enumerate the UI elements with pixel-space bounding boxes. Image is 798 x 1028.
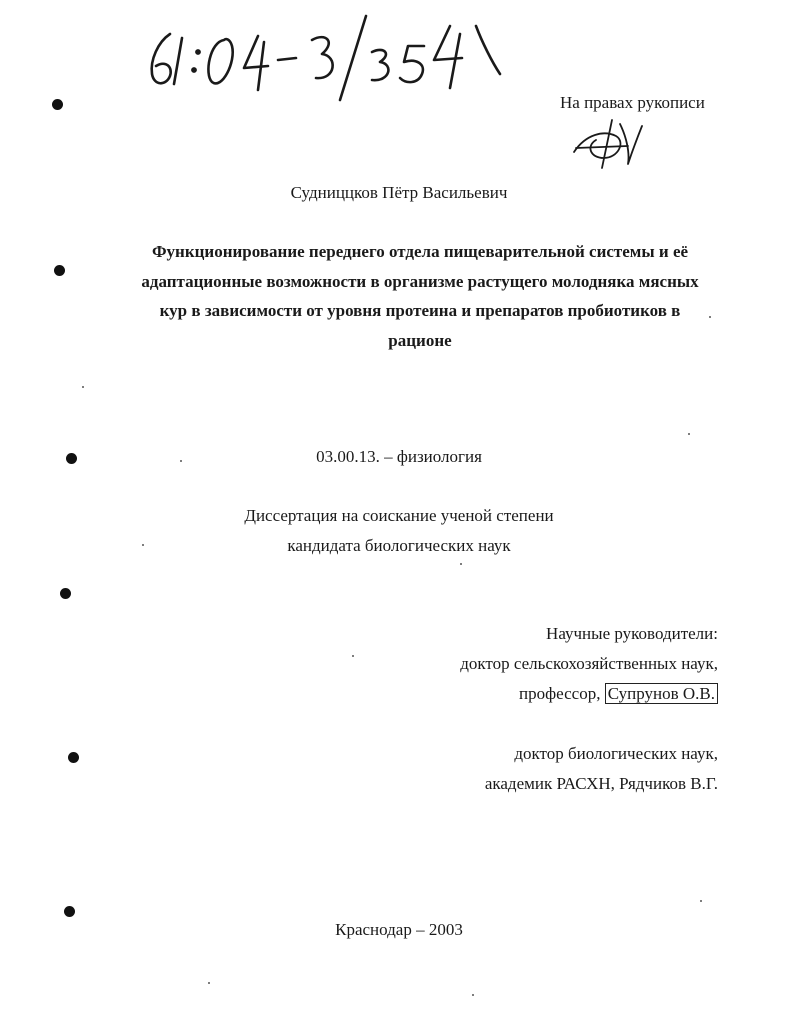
- scan-speck: [352, 655, 354, 657]
- supervisor-1-degree: доктор сельскохозяйственных наук,: [460, 654, 718, 673]
- signature: [568, 112, 646, 172]
- title-line: рационе: [388, 330, 452, 350]
- supervisors-heading: Научные руководители:: [546, 624, 718, 643]
- punch-hole: [54, 265, 65, 276]
- scan-speck: [142, 544, 144, 546]
- punch-hole: [60, 588, 71, 599]
- title-line: адаптационные возможности в организме растущего молодняка мясных: [141, 271, 699, 291]
- handwritten-archive-code: [140, 12, 520, 107]
- punch-hole: [64, 906, 75, 917]
- scan-speck: [208, 982, 210, 984]
- scan-speck: [700, 900, 702, 902]
- scan-speck: [460, 563, 462, 565]
- scan-speck: [688, 433, 690, 435]
- title-line: Функционирование переднего отдела пищеварительной системы и её: [151, 242, 689, 261]
- title-line: кур в зависимости от уровня протеина и препаратов пробиотиков в: [159, 301, 681, 320]
- punch-hole: [52, 99, 63, 110]
- dissertation-title: [120, 237, 720, 355]
- dissertation-line-2: кандидата биологических наук: [287, 536, 511, 555]
- supervisor-1-title: профессор,: [519, 684, 601, 703]
- supervisor-1-name: Супрунов О.В.: [605, 683, 718, 704]
- punch-hole: [68, 752, 79, 763]
- supervisor-2-title-name: академик РАСХН, Рядчиков В.Г.: [484, 774, 718, 793]
- rights-notice: На правах рукописи: [560, 93, 705, 112]
- supervisor-1-line: [519, 684, 718, 704]
- place-and-year: Краснодар – 2003: [335, 920, 463, 939]
- specialty-code: 03.00.13. – физиология: [316, 447, 482, 466]
- supervisor-2-degree: доктор биологических наук,: [514, 744, 718, 763]
- author-name: Судниццков Пётр Васильевич: [290, 183, 508, 202]
- dissertation-line-1: Диссертация на соискание ученой степени: [244, 506, 554, 525]
- scan-speck: [709, 316, 711, 318]
- scan-speck: [82, 386, 84, 388]
- punch-hole: [66, 453, 77, 464]
- scan-speck: [180, 460, 182, 462]
- scan-speck: [472, 994, 474, 996]
